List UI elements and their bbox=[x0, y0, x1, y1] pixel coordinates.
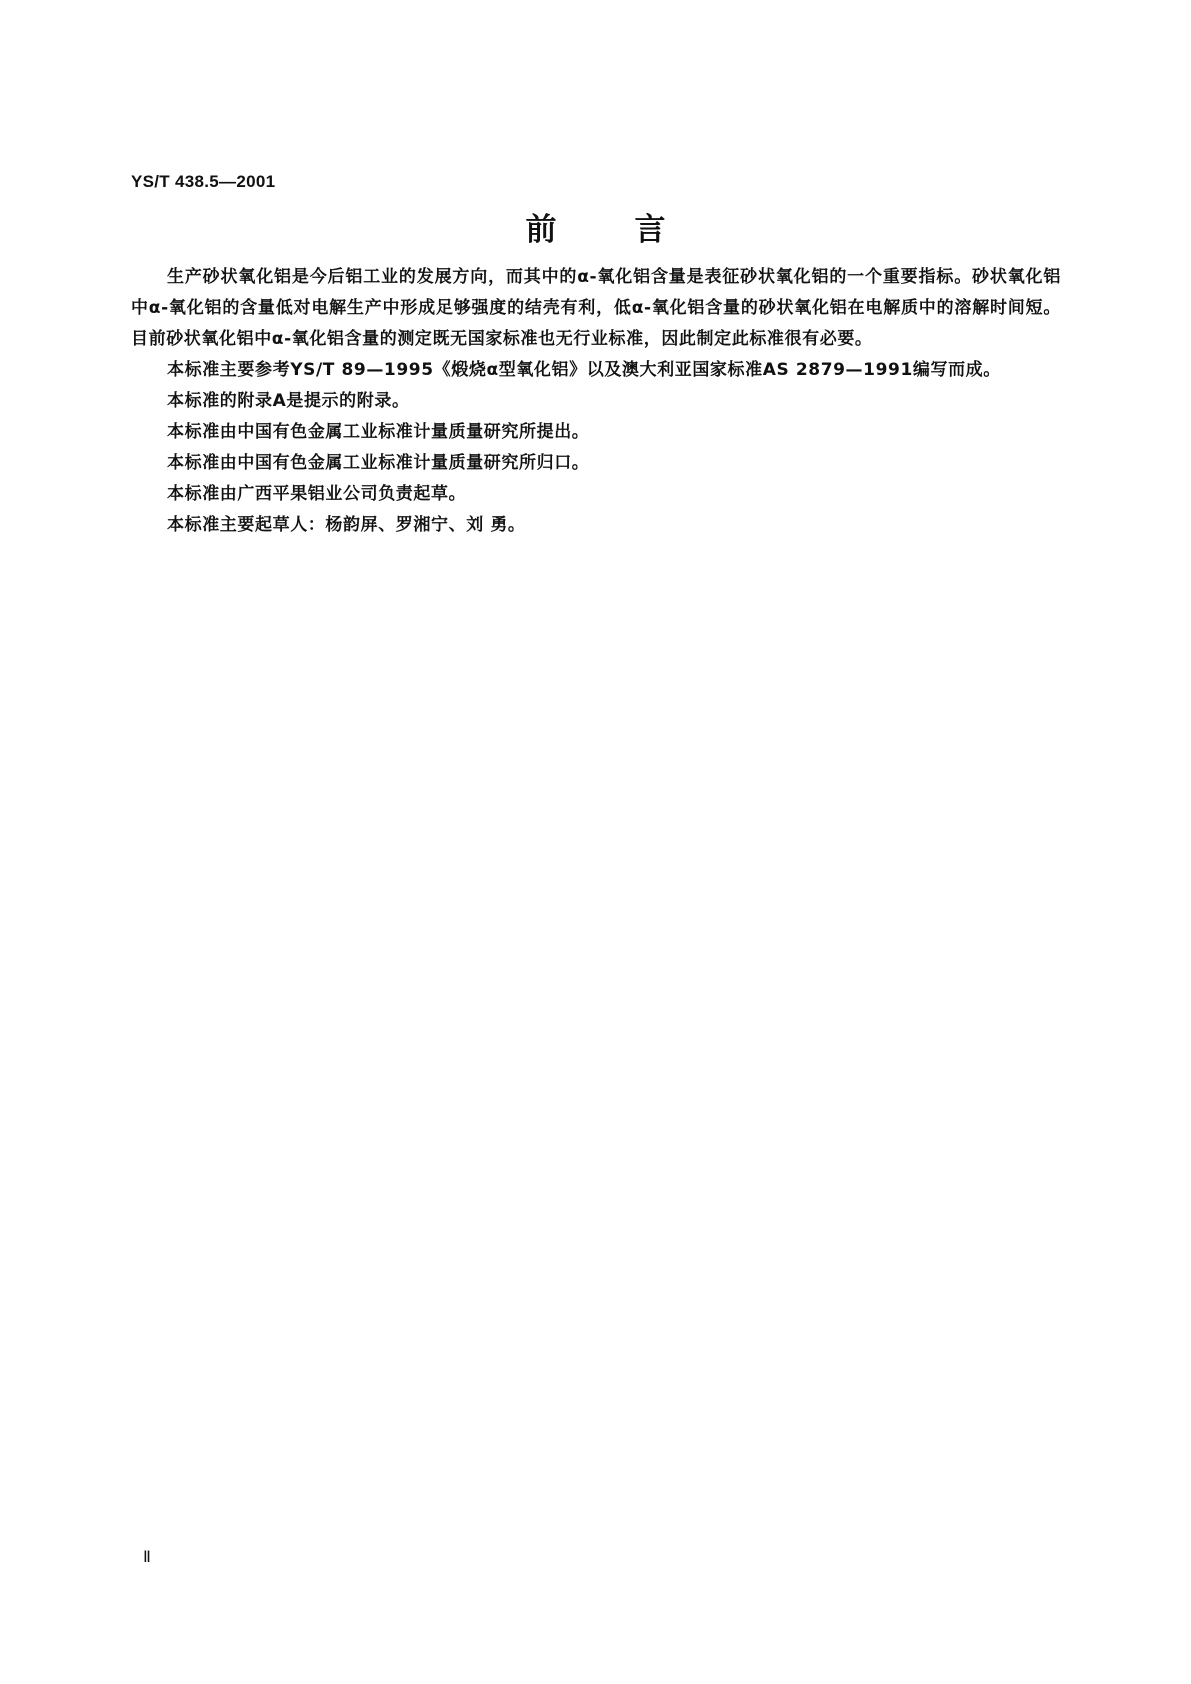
paragraph-proposed-by: 本标准由中国有色金属工业标准计量质量研究所提出。 bbox=[167, 422, 590, 442]
paragraph-drafters: 本标准主要起草人：杨韵屏、罗湘宁、刘 勇。 bbox=[167, 515, 526, 535]
paragraph-centralized-by: 本标准由中国有色金属工业标准计量质量研究所归口。 bbox=[167, 453, 590, 473]
paragraph-appendix: 本标准的附录A是提示的附录。 bbox=[167, 391, 410, 411]
paragraph-references: 本标准主要参考YS/T 89—1995《煅烧α型氧化铝》以及澳大利亚国家标准AS 2879—1991编写而成。 bbox=[167, 360, 1001, 380]
paragraph-drafted-by: 本标准由广西平果铝业公司负责起草。 bbox=[167, 484, 467, 504]
foreword-body bbox=[131, 262, 1061, 541]
paragraph-background: 生产砂状氧化铝是今后铝工业的发展方向，而其中的α-氧化铝含量是表征砂状氧化铝的一个重要指标。砂状氧化铝中α-氧化铝的含量低对电解生产中形成足够强度的结壳有利，低α-氧化铝含量的砂状氧化铝在电解质中的溶解时间短。目前砂状氧化铝中α-氧化铝含量的测定既无国家标准也无行业标准，因此制定此标准很有必要。 bbox=[131, 267, 1061, 349]
standard-code: YS/T 438.5—2001 bbox=[131, 172, 276, 191]
page-number: Ⅱ bbox=[143, 1549, 151, 1566]
page-title: 前言 bbox=[525, 212, 744, 248]
